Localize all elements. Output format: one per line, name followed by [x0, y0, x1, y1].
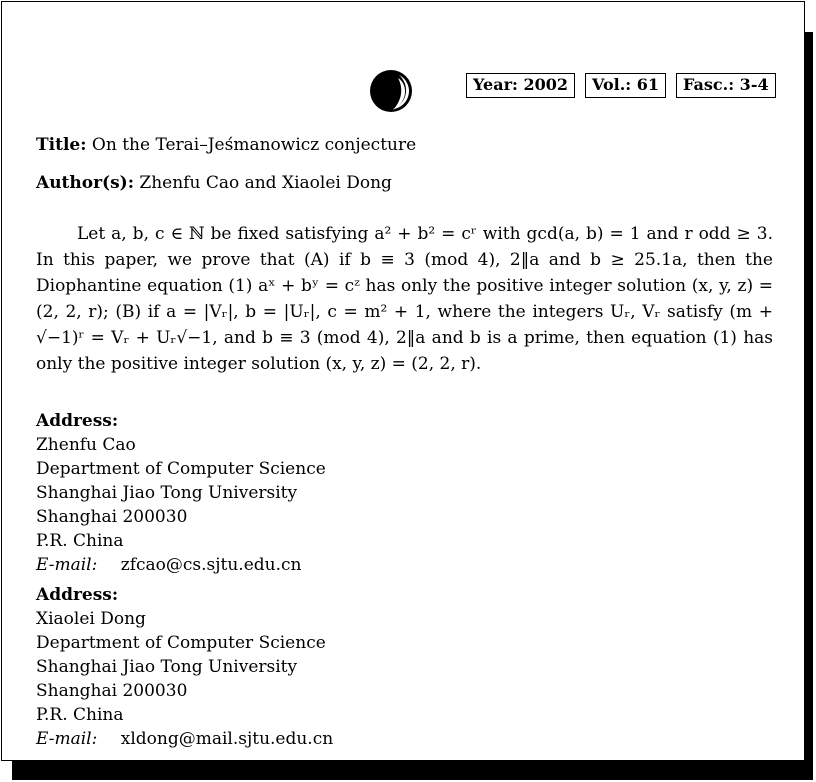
address-block-2 — [36, 583, 333, 751]
address-line: Department of Computer Science — [36, 633, 326, 653]
year-box: Year: 2002 — [466, 73, 575, 98]
abstract — [36, 221, 773, 377]
address-line: Shanghai 200030 — [36, 681, 188, 701]
address-line: P.R. China — [36, 531, 124, 551]
page — [1, 1, 805, 761]
email-label: E-mail: — [36, 555, 98, 575]
title-label: Title: — [36, 135, 87, 155]
authors-row — [36, 172, 392, 194]
address-label: Address: — [36, 585, 119, 605]
address-line: Department of Computer Science — [36, 459, 326, 479]
address-line: Xiaolei Dong — [36, 609, 146, 629]
authors-text: Zhenfu Cao and Xiaolei Dong — [139, 173, 392, 193]
address-line: P.R. China — [36, 705, 124, 725]
address-block-1 — [36, 409, 326, 577]
authors-label: Author(s): — [36, 173, 134, 193]
email-row — [36, 553, 326, 577]
address-line: Zhenfu Cao — [36, 435, 136, 455]
email-address[interactable]: xldong@mail.sjtu.edu.cn — [120, 729, 334, 749]
email-address[interactable]: zfcao@cs.sjtu.edu.cn — [120, 555, 302, 575]
email-label: E-mail: — [36, 729, 98, 749]
title-row — [36, 134, 416, 156]
abstract-text: Let a, b, c ∈ ℕ be fixed satisfying a² + b² = cʳ with gcd(a, b) = 1 and r odd ≥ 3. In this paper, we prove that (A) if b ≡ 3 (mod 4), 2‖a and b ≥ 25.1a, then the Diophantine equation (1) aˣ + bʸ = cᶻ has only the positive integer solution (x, y, z) = (2, 2, r); (B) if a = |Vᵣ|, b = |Uᵣ|, c = m² + 1, where the integers Uᵣ, Vᵣ satisfy (m + √−1)ʳ = Vᵣ + Uᵣ√−1, and b ≡ 3 (mod 4), 2‖a and b is a prime, then equation (1) has only the positive integer solution (x, y, z) = (2, 2, r). — [36, 224, 773, 374]
issue-info — [466, 73, 776, 98]
address-line: Shanghai Jiao Tong University — [36, 483, 298, 503]
address-line: Shanghai Jiao Tong University — [36, 657, 298, 677]
volume-box: Vol.: 61 — [585, 73, 666, 98]
paper-title: On the Terai–Jeśmanowicz conjecture — [91, 135, 417, 155]
address-label: Address: — [36, 411, 119, 431]
journal-logo-icon — [369, 69, 413, 113]
fascicle-box: Fasc.: 3-4 — [676, 73, 776, 98]
email-row — [36, 727, 333, 751]
address-line: Shanghai 200030 — [36, 507, 188, 527]
